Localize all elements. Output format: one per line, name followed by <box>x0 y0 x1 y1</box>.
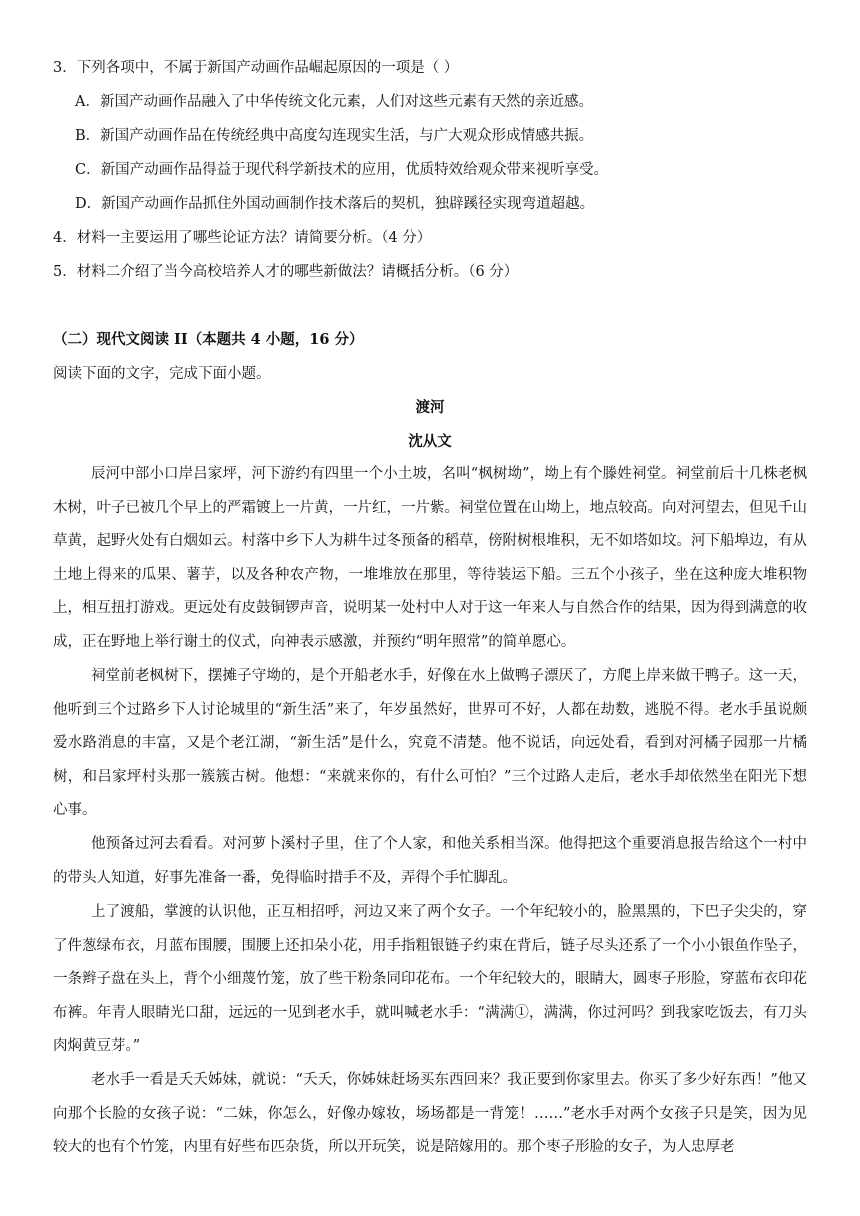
section-instruction: 阅读下面的文字，完成下面小题。 <box>53 366 271 382</box>
passage-paragraph-1: 辰河中部小口岸吕家坪，河下游约有四里一个小土坡，名叫“枫树坳”，坳上有个滕姓祠堂。祠堂前后十几株老枫木树，叶子已被几个早上的严霜镀上一片黄，一片红，一片紫。祠堂位置在山坳上，地点较高。向对河望去，但见千山草黄，起野火处有白烟如云。村落中乡下人为耕牛过冬预备的稻草，傍附树根堆积，无不如塔如坟。河下船埠边，有从土地上得来的瓜果、薯芋，以及各种农产物，一堆堆放在那里，等待装运下船。三五个小孩子，坐在这种庞大堆积物上，相互扭打游戏。更远处有皮鼓铜锣声音，说明某一处村中人对于这一年来人与自然合作的结果，因为得到满意的收成，正在野地上举行谢土的仪式，向神表示感激，并预约“明年照常”的简单愿心。 <box>53 466 807 650</box>
question-3-option-b: B．新国产动画作品在传统经典中高度勾连现实生活，与广大观众形成情感共振。 <box>75 128 594 144</box>
question-3-option-d: D．新国产动画作品抓住外国动画制作技术落后的契机，独辟蹊径实现弯道超越。 <box>75 196 595 212</box>
passage-author: 沈从文 <box>408 433 452 450</box>
passage-paragraph-5: 老水手一看是夭夭姊妹，就说：“夭夭，你姊妹赶场买东西回来？我正要到你家里去。你买了多少好东西！”他又向那个长脸的女孩子说：“二妹，你怎么，好像办嫁妆，场场都是一背笼！……”老水手对两个女孩子只是笑，因为见较大的也有个竹笼，内里有好些布匹杂货，所以开玩笑，说是陪嫁用的。那个枣子形脸的女子，为人忠厚老 <box>53 1072 807 1155</box>
passage-title: 渡河 <box>415 399 445 416</box>
question-5: 5．材料二介绍了当今高校培养人才的哪些新做法？请概括分析。（6 分） <box>53 264 519 280</box>
section-heading: （二）现代文阅读 II（本题共 4 小题，16 分） <box>53 331 364 348</box>
passage-paragraph-4: 上了渡船，掌渡的认识他，正互相招呼，河边又来了两个女子。一个年纪较小的，脸黑黑的，下巴子尖尖的，穿了件葱绿布衣，月蓝布围腰，围腰上还扣朵小花，用手指粗银链子约束在背后，链子尽头还系了一个小小银鱼作坠子，一条辫子盘在头上，背个小细蔑竹笼，放了些干粉条同印花布。一个年纪较大的，眼睛大，圆枣子形脸，穿蓝布衣印花布裤。年青人眼睛光口甜，远远的一见到老水手，就叫喊老水手：“满满①，满满，你过河吗？到我家吃饭去，有刀头肉焖黄豆芽。” <box>53 904 807 1054</box>
question-4: 4．材料一主要运用了哪些论证方法？请简要分析。（4 分） <box>53 230 432 246</box>
passage-paragraph-3: 他预备过河去看看。对河萝卜溪村子里，住了个人家，和他关系相当深。他得把这个重要消息报告给这个一村中的带头人知道，好事先准备一番，免得临时措手不及，弄得个手忙脚乱。 <box>53 836 807 886</box>
question-3-option-a: A．新国产动画作品融入了中华传统文化元素，人们对这些元素有天然的亲近感。 <box>75 94 593 110</box>
question-3: 3．下列各项中，不属于新国产动画作品崛起原因的一项是（ ） <box>53 60 459 76</box>
passage-paragraph-2: 祠堂前老枫树下，摆摊子守坳的，是个开船老水手，好像在水上做鸭子漂厌了，方爬上岸来做干鸭子。这一天，他听到三个过路乡下人讨论城里的“新生活”来了，年岁虽然好，世界可不好，人都在劫数，逃脱不得。老水手虽说颇爱水路消息的丰富，又是个老江湖，“新生活”是什么，究竟不清楚。他不说话，向远处看，看到对河橘子园那一片橘树，和吕家坪村头那一簇簇古树。他想：“来就来你的，有什么可怕？”三个过路人走后，老水手却依然坐在阳光下想心事。 <box>53 668 807 818</box>
question-3-option-c: C．新国产动画作品得益于现代科学新技术的应用，优质特效给观众带来视听享受。 <box>75 162 609 178</box>
